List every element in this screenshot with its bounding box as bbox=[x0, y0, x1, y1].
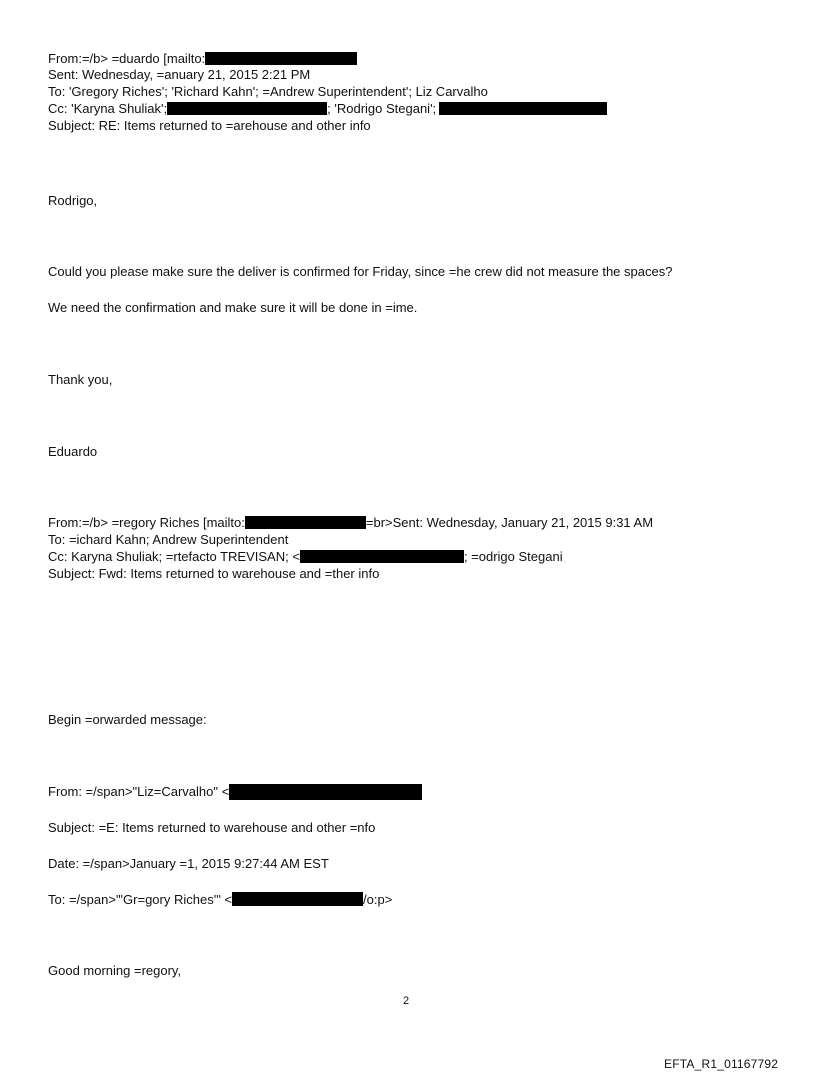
forward-subject-line: Subject: =E: Items returned to warehouse and other =nfo bbox=[48, 820, 376, 835]
redaction-bar bbox=[205, 52, 357, 65]
email-subject-line: Subject: Fwd: Items returned to warehouse and =ther info bbox=[48, 566, 380, 581]
body-paragraph: Could you please make sure the deliver is confirmed for Friday, since =he crew did not measure the spaces? bbox=[48, 264, 673, 279]
from-text: From:=/b> =duardo [mailto: bbox=[48, 51, 206, 66]
redaction-bar bbox=[439, 102, 607, 115]
body-greeting: Rodrigo, bbox=[48, 193, 98, 208]
redaction-bar bbox=[167, 102, 327, 115]
bates-number: EFTA_R1_01167792 bbox=[664, 1057, 779, 1071]
email-cc-line bbox=[48, 101, 607, 117]
forward-to-line bbox=[48, 892, 392, 908]
cc-text-start: Cc: 'Karyna Shuliak'; bbox=[48, 101, 168, 116]
cc-text-end: ; 'Rodrigo Stegani'; bbox=[327, 101, 437, 116]
body-closing: Thank you, bbox=[48, 372, 113, 387]
email-to-line: To: 'Gregory Riches'; 'Richard Kahn'; =Andrew Superintendent'; Liz Carvalho bbox=[48, 84, 488, 99]
email-cc-line bbox=[48, 549, 563, 565]
redaction-bar bbox=[245, 516, 366, 529]
page-number: 2 bbox=[403, 995, 410, 1007]
redaction-bar bbox=[300, 550, 464, 563]
body-signature: Eduardo bbox=[48, 444, 98, 459]
forward-from-line bbox=[48, 784, 422, 800]
forward-greeting: Good morning =regory, bbox=[48, 963, 182, 978]
body-paragraph: We need the confirmation and make sure it will be done in =ime. bbox=[48, 300, 418, 315]
cc-text-start: Cc: Karyna Shuliak; =rtefacto TREVISAN; < bbox=[48, 549, 300, 564]
email-subject-line: Subject: RE: Items returned to =arehouse and other info bbox=[48, 118, 371, 133]
email-from-line bbox=[48, 515, 653, 531]
from-text: From: =/span>"Liz=Carvalho" < bbox=[48, 784, 230, 799]
email-sent-line: Sent: Wednesday, =anuary 21, 2015 2:21 PM bbox=[48, 67, 311, 82]
redaction-bar bbox=[232, 892, 363, 906]
redaction-bar bbox=[229, 784, 422, 800]
email-to-line: To: =ichard Kahn; Andrew Superintendent bbox=[48, 532, 289, 547]
forward-marker: Begin =orwarded message: bbox=[48, 712, 207, 727]
to-text-end: /o:p> bbox=[363, 892, 393, 907]
sent-text: =br>Sent: Wednesday, January 21, 2015 9:31 AM bbox=[365, 515, 654, 530]
to-text-start: To: =/span>"'Gr=gory Riches'" < bbox=[48, 892, 233, 907]
cc-text-end: ; =odrigo Stegani bbox=[463, 549, 563, 564]
email-from-line bbox=[48, 51, 357, 67]
forward-date-line: Date: =/span>January =1, 2015 9:27:44 AM EST bbox=[48, 856, 329, 871]
from-text: From:=/b> =regory Riches [mailto: bbox=[48, 515, 245, 530]
